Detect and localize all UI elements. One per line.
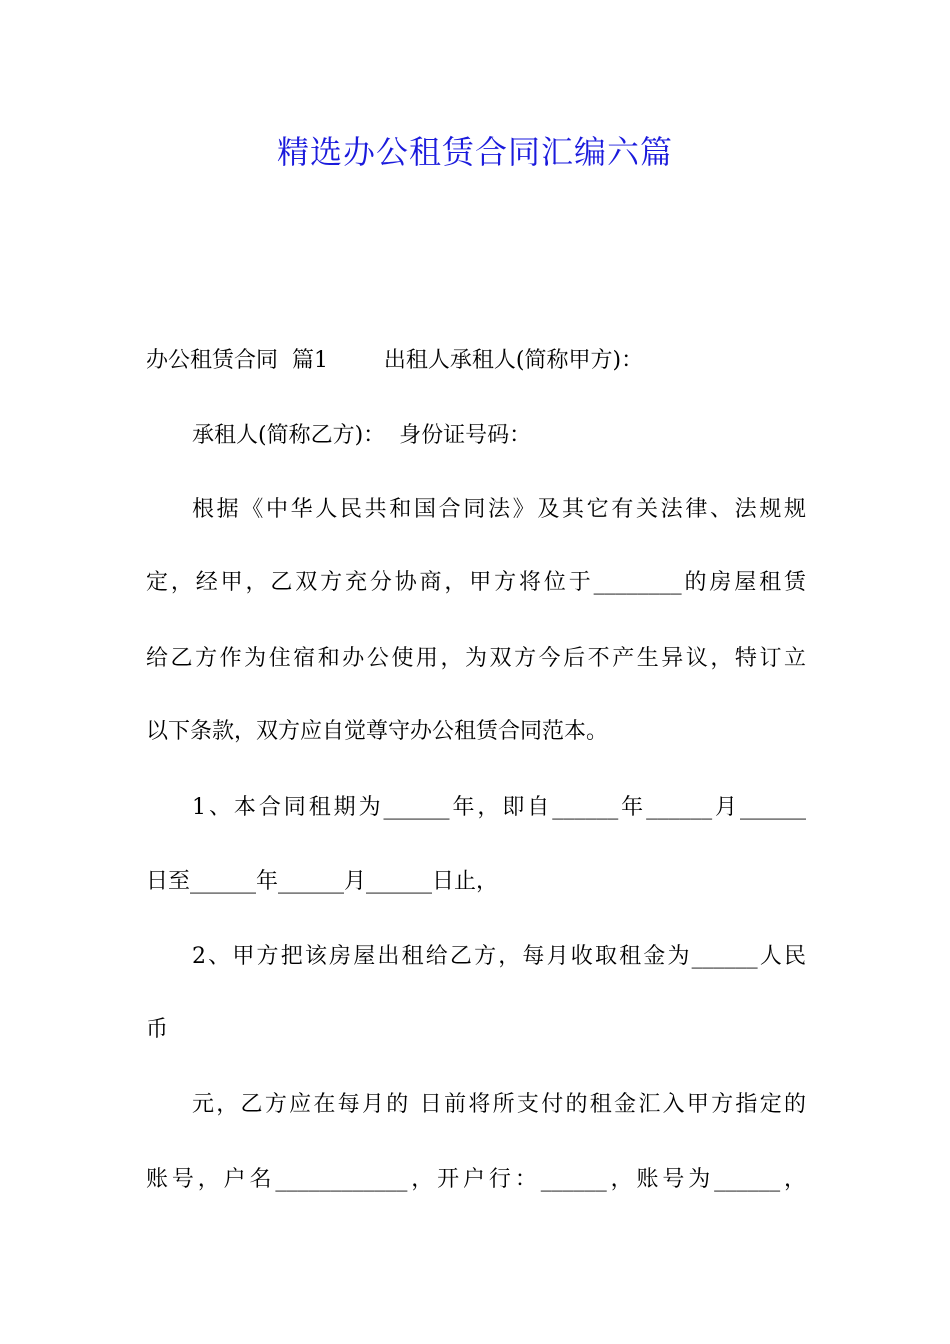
clause-2-line: 元，乙方应在每月的 日前将所支付的租金汇入甲方指定的: [192, 1092, 806, 1117]
paragraph-line: 以下条款，双方应自觉尊守办公租赁合同范本。: [146, 719, 609, 744]
paragraph-line-heading: 办公租赁合同 篇1 出租人承租人(简称甲方)：: [146, 348, 644, 373]
clause-2-line: 2、甲方把该房屋出租给乙方，每月收取租金为______人民: [192, 944, 806, 969]
clause-1-line: 1、本合同租期为______年，即自______年______月______: [192, 795, 806, 820]
paragraph-line: 给乙方作为住宿和办公使用，为双方今后不产生异议，特订立: [146, 646, 806, 671]
document-title: 精选办公租赁合同汇编六篇: [276, 133, 673, 171]
clause-2-line: 账号，户名____________，开户行：______，账号为______，: [146, 1167, 806, 1192]
paragraph-line: 根据《中华人民共和国合同法》及其它有关法律、法规规: [192, 497, 806, 522]
paragraph-line: 定，经甲，乙双方充分协商，甲方将位于________的房屋租赁: [146, 570, 806, 595]
clause-2-line: 币: [146, 1017, 169, 1042]
clause-1-line: 日至______年______月______日止，: [146, 869, 499, 894]
paragraph-line-lessee: 承租人(简称乙方)： 身份证号码：: [192, 423, 532, 448]
